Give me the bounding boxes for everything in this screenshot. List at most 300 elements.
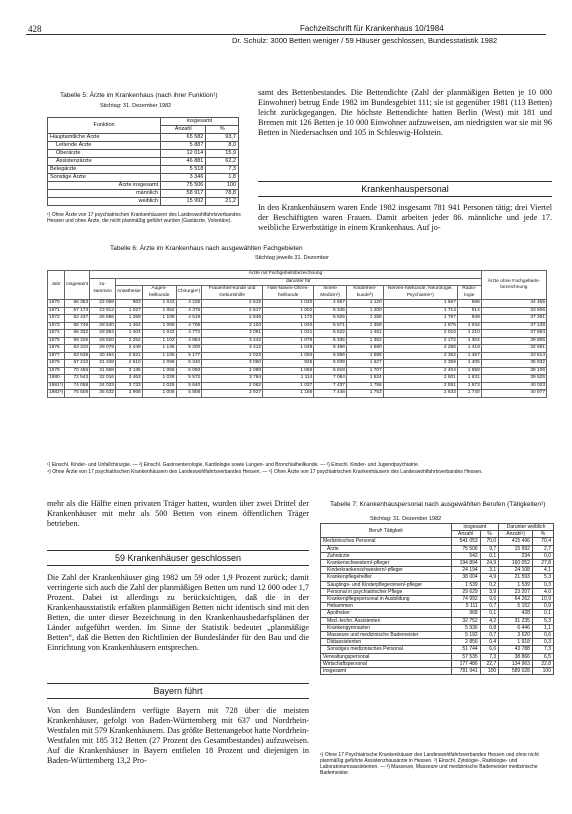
table6-value: 2 610 — [115, 360, 142, 368]
table6-value: 1 102 — [142, 337, 176, 345]
table6-head-col: Frauenheil-kunde und Geburtshilfe — [202, 286, 263, 300]
table7-row-value: 15 992 — [499, 545, 533, 552]
table6-head-col: Innere Medizin²) — [314, 286, 347, 300]
table6-value: 26 596 — [90, 315, 116, 323]
table6-value: 7 448 — [314, 390, 347, 398]
table-row — [321, 624, 554, 631]
table6-value: 2 449 — [115, 345, 142, 353]
table5-row-count: 5 518 — [161, 166, 206, 174]
table6-value: 28 884 — [90, 330, 116, 338]
table7-row-label: Verwaltungspersonal — [321, 653, 452, 660]
table6-value: 963 — [115, 300, 142, 308]
table6-year: 1974 — [48, 330, 65, 338]
table5-row-pct: 1,8 — [206, 174, 239, 182]
table-row — [48, 322, 547, 330]
section-title-closed: 59 Krankenhäuser geschlossen — [47, 550, 309, 566]
table6-value: 4 772 — [176, 330, 202, 338]
table7-row-label: Medizinisches Personal — [321, 538, 452, 545]
table7-row-value: 5 192 — [451, 632, 480, 639]
table6-value: 34 465 — [481, 300, 546, 308]
table6-value: 69 326 — [65, 337, 90, 345]
table6-value: 1 025 — [142, 382, 176, 390]
table6-value: 63 538 — [65, 352, 90, 360]
table7-row-value: 22,7 — [480, 660, 499, 667]
closed-paragraph: Die Zahl der Krankenhäuser ging 1982 um 59 oder 1,9 Prozent zurück; damit verringerte sich auch die Zahl der planmäßigen Betten um rund 12 000 oder 1,7 Prozent. Dabei ist allerdings zu berücksichtigen, daß die in der Krankenhausstatistik erfaßten planmäßigen Betten nicht identisch sind mit den Betten, die unter dieser Bezeichnung in den Krankenhausbedarfsplänen der Länder aufgeführt werden. Im Sinne der Statistik bedeutet „planmäßige Betten“, daß die Betten den Richtlinien der Bundesländer für den Bau und die Einrichtung von Krankenhäusern entsprechen. — [47, 573, 309, 652]
table7-row-value: 38 004 — [451, 574, 480, 581]
table7-row-value: 24,9 — [480, 560, 499, 567]
table7-row-value: 134 963 — [499, 660, 533, 667]
table6-value: 1 627 — [346, 360, 383, 368]
table5-row-count: 3 346 — [161, 174, 206, 182]
table7-row-value: 0,9 — [532, 603, 553, 610]
running-subhead: Dr. Schulz: 3000 Betten weniger / 59 Häuser geschlossen, Bundesstatistik 1982 — [232, 36, 498, 45]
table-row — [321, 588, 554, 595]
table5-row-label: weiblich — [48, 198, 161, 206]
table7-row-value: 32 752 — [451, 617, 480, 624]
table6-value: 2 252 — [115, 337, 142, 345]
table7-row-value: 5 152 — [499, 603, 533, 610]
table6-value: 2 615 — [202, 300, 263, 308]
table6-value: 1 040 — [263, 300, 314, 308]
table6-value: 62 437 — [65, 315, 90, 323]
table5-row-pct: 78,8 — [206, 190, 239, 198]
table6-value: 32 016 — [90, 375, 116, 383]
table7-row-value: 4,2 — [480, 617, 499, 624]
table6-value: 35 832 — [481, 360, 546, 368]
table-row — [48, 390, 547, 398]
table6-value: 949 — [457, 315, 481, 323]
table7-head-women: Darunter weiblich — [499, 524, 554, 531]
table7-row-label: Krankenschwestern/-pfleger — [321, 560, 452, 567]
table6-value: 1 714 — [383, 307, 457, 315]
table5-title: Tabelle 5: Ärzte im Krankenhaus (nach ihrer Funktion¹) — [60, 92, 218, 99]
table6-value: 1 673 — [457, 382, 481, 390]
table6-value: 1 580 — [346, 345, 383, 353]
table6-year: 1973 — [48, 322, 65, 330]
table6-value: 914 — [457, 307, 481, 315]
table6-value: 3 412 — [202, 345, 263, 353]
table7-row-value: 0,4 — [480, 639, 499, 646]
table-row — [48, 190, 239, 198]
table6-value: 1 304 — [457, 337, 481, 345]
table-row — [321, 660, 554, 667]
table7-head-label: Beruf¹ Tätigkeit — [321, 524, 452, 538]
table5-footnote: ¹) Ohne Ärzte von 17 psychiatrischen Krankenhäusern des Landeswohlfahrtsverbandes Hessen und ohne Ärzte, die nicht planmäßig geführt wurden (Gastärzte, Volontäre). — [47, 212, 241, 224]
page-number: 428 — [28, 24, 42, 34]
table-row — [321, 632, 554, 639]
table6-value: 1 006 — [142, 390, 176, 398]
table7-head-col_pct: % — [480, 531, 499, 538]
table6-value: 33 614 — [481, 352, 546, 360]
table7-row-label: Krankenpflegepersonal in Ausbildung — [321, 596, 452, 603]
table6-year: 1982⁵) — [49, 390, 64, 395]
table6-head-sum: zu-sammen — [90, 278, 116, 300]
table6 — [47, 270, 547, 398]
table7-row-label: Säuglings- und Kinderpflegerinnen/-pfleger — [321, 581, 452, 588]
table6-value: 70 456 — [65, 367, 90, 375]
table6-value: 1 596 — [346, 352, 383, 360]
table7-row-value: 0,6 — [532, 632, 553, 639]
table7-row-value: 38 866 — [499, 653, 533, 660]
table-row — [321, 560, 554, 567]
table5-head-count: Anzahl — [161, 126, 206, 134]
table6-year: 1971 — [48, 307, 65, 315]
table6-head-col: Nerven-heilkunde, Neurologie, Psychiatrie⁴) — [383, 286, 457, 300]
table6-value: 3 968 — [115, 390, 142, 398]
table7-row-label: Med.-techn. Assistenten — [321, 617, 452, 624]
table6-value: 7 064 — [314, 375, 347, 383]
table6-value: 1 419 — [457, 345, 481, 353]
table6-value: 1 404 — [115, 330, 142, 338]
table6-value: 2 646 — [202, 315, 263, 323]
table-row — [321, 639, 554, 646]
table6-value: 4 519 — [176, 315, 202, 323]
table6-value: 40 023 — [481, 382, 546, 390]
table7-row-value: 100 — [480, 668, 499, 675]
table-row — [321, 596, 554, 603]
table7-row-value: 4,1 — [532, 567, 553, 574]
table7-row-value: 5 111 — [451, 603, 480, 610]
table6-head-col: Anästhesie — [115, 286, 142, 300]
table-row — [48, 337, 547, 345]
table6-value: 1 667 — [383, 300, 457, 308]
table7-row-value: 428 — [499, 610, 533, 617]
table7-row-value: 0,3 — [532, 639, 553, 646]
table7-row-value: 3,9 — [480, 588, 499, 595]
table6-value: 1 362 — [346, 337, 383, 345]
section-title-bayern: Bayern führt — [47, 683, 309, 699]
table7-row-value: 43 788 — [499, 646, 533, 653]
table6-value: 5 671 — [314, 322, 347, 330]
table7-row-value: 6 446 — [499, 624, 533, 631]
table7-row-value: 781 941 — [451, 668, 480, 675]
table6-value: 1 753 — [346, 390, 383, 398]
table5-row-count: 12 014 — [161, 150, 206, 158]
table6-value: 2 172 — [383, 337, 457, 345]
table6-value: 1 558 — [457, 367, 481, 375]
table5-row-label: Belegärzte — [48, 166, 161, 174]
table6-value: 1 066 — [263, 367, 314, 375]
table6-value: 2 016 — [383, 330, 457, 338]
table6-value: 7 437 — [314, 382, 347, 390]
table6-value: 1 096 — [142, 360, 176, 368]
table6-value: 37 138 — [481, 322, 546, 330]
table6-value: 33 506 — [481, 307, 546, 315]
table6-value: 2 088 — [202, 367, 263, 375]
table6-value: 2 551 — [383, 382, 457, 390]
table6-value: 5 640 — [176, 382, 202, 390]
table7-row-value: 160 052 — [499, 560, 533, 567]
table6-year: 1978 — [48, 360, 65, 368]
bottom-intro-paragraph: mehr als die Hälfte einen privaten Träger hatten, wurden über zwei Drittel der Krankenhäuser mit mehr als 500 Betten von einem öffentlichen Träger betrieben. — [47, 499, 309, 528]
table5-row-label: Ärzte insgesamt — [48, 182, 161, 190]
table6-value: 1 740 — [457, 390, 481, 398]
table7-row-value: 5,3 — [532, 574, 553, 581]
table7-row-value: 29 629 — [451, 588, 480, 595]
table6-head-col: Augen-heilkunde — [142, 286, 176, 300]
table6-value: 39 805 — [481, 337, 546, 345]
table5-row-count: 15 992 — [161, 198, 206, 206]
table7-head-col_pct2: % — [532, 531, 553, 538]
table6-value: 1 200 — [346, 307, 383, 315]
table6-value: 75 508 — [65, 390, 90, 398]
table5-head-total: insgesamt — [161, 118, 239, 126]
table7-row-value: 51 744 — [451, 646, 480, 653]
table5-row-pct: 100 — [206, 182, 239, 190]
table6-value: 3 784 — [202, 375, 263, 383]
table6-value: 1 405 — [457, 360, 481, 368]
table6-value: 6 496 — [314, 345, 347, 353]
table6-value: 1 028 — [142, 375, 176, 383]
table-row — [321, 574, 554, 581]
table7-row-value: 1,1 — [532, 624, 553, 631]
table7-row-label: Sonstiges medizinisches Personal — [321, 646, 452, 653]
table6-head-noarea: Ärzte ohne Fachgebiets-bezeichnung — [481, 271, 546, 300]
table7-row-value: 100 — [532, 668, 553, 675]
table6-value: 1 451 — [346, 330, 383, 338]
table6-value: 4 864 — [176, 337, 202, 345]
table7-row-label: Zahnärzte — [321, 552, 452, 559]
table-row — [48, 345, 547, 353]
table7-row-value: 7,3 — [532, 646, 553, 653]
table-row — [48, 360, 547, 368]
table7-row-value: 0,8 — [480, 624, 499, 631]
table6-year: 1981⁵) — [49, 382, 64, 388]
table6-head-year: Jahr — [48, 271, 65, 300]
table7-row-value: 70,4 — [532, 538, 553, 545]
table-row — [48, 150, 239, 158]
table5-row-label: männlich — [48, 190, 161, 198]
table6-value: 1 145 — [142, 345, 176, 353]
table7-row-value: 0,7 — [480, 632, 499, 639]
table6-value: 3 442 — [202, 337, 263, 345]
table5-row-pct: 7,3 — [206, 166, 239, 174]
table7-row-value: 9,6 — [480, 596, 499, 603]
table-row — [321, 538, 554, 545]
table6-value: 2 633 — [383, 390, 457, 398]
table6-head-col: Kinderheil-kunde³) — [346, 286, 383, 300]
table6-value: 6 818 — [314, 367, 347, 375]
table6-value: 1 467 — [457, 352, 481, 360]
table7-row-label: Krankenpflegehelfer — [321, 574, 452, 581]
table6-footnote-1: ¹) Einschl. Kinder- und Unfallchirurgie. — ²) Einschl. Gastroenterologie, Kardiologie sowie Lungen- und Bronchialheilkunde. — ³) Einschl. Kinder- und Jugendpsychiatrie. — [47, 462, 420, 468]
table6-value: 5 825 — [314, 315, 347, 323]
table6-value: 5 522 — [314, 330, 347, 338]
table6-value: 74 058 — [65, 382, 90, 390]
table7-row-value: 0,2 — [480, 581, 499, 588]
table-row — [321, 581, 554, 588]
table6-value: 29 079 — [90, 345, 116, 353]
table7-head-col_count2: Anzahl¹) — [499, 531, 533, 538]
table6-value: 1 156 — [263, 390, 314, 398]
table7-row-value: 1 539 — [499, 581, 533, 588]
table-row — [321, 653, 554, 660]
table6-value: 1 052 — [142, 307, 176, 315]
table6-value: 63 310 — [65, 345, 90, 353]
table-row — [48, 182, 239, 190]
table6-value: 65 749 — [65, 322, 90, 330]
table7-row-value: 2,7 — [532, 545, 553, 552]
table7-row-value: 1 918 — [499, 639, 533, 646]
intro-paragraph: samt des Bettenbestandes. Die Bettendichte (Zahl der planmäßigen Betten je 10 000 Einwohner) betrug Ende 1982 im Bundesgebiet 111; sie ist gegenüber 1981 (113 Betten) leicht zurückgegangen. Die höchste Bettendichte hatten Berlin (West) mit 181 und Bremen mit 126 Betten je 10 000 Einwohner aufzuweisen, am niedrigsten war sie mit 96 Betten in Niedersachsen und 105 in Schleswig-Holstein. — [258, 88, 552, 137]
table6-value: 1 756 — [346, 382, 383, 390]
table6-value: 31 348 — [90, 360, 116, 368]
table-row — [48, 300, 547, 308]
table7-row-value: 234 — [499, 552, 533, 559]
table6-head-group: Ärzte mit Fachgebietsbezeichnung — [90, 271, 482, 279]
table6-value: 4 226 — [176, 300, 202, 308]
personal-paragraph: In den Krankenhäusern waren Ende 1982 insgesamt 781 941 Personen tätig; drei Viertel der Beschäftigten waren Frauen. Damit arbeiten jeder 86. männliche und jede 17. weibliche Erwerbstätige in einem Krankenhaus. Auf jo- — [258, 203, 552, 232]
table7-row-value: 6,5 — [532, 653, 553, 660]
table6-value: 1 707 — [346, 367, 383, 375]
table5-row-label: Assistenzärzte — [48, 158, 161, 166]
table7-row-label: Personal in psychiatrischer Pflege — [321, 588, 452, 595]
table7-row-value: 64 262 — [499, 596, 533, 603]
table6-value: 67 210 — [65, 360, 90, 368]
table6-value: 1 172 — [263, 315, 314, 323]
table7-title: Tabelle 7: Krankenhauspersonal nach ausgewählten Berufen (Tätigkeiten¹) — [330, 501, 546, 508]
table6-value: 2 359 — [383, 360, 457, 368]
table6-value: 4 376 — [176, 307, 202, 315]
table-row — [48, 166, 239, 174]
table5-row-label: Leitende Ärzte — [48, 142, 161, 150]
table7-row-value: 0,1 — [480, 552, 499, 559]
table6-value: 1 040 — [263, 322, 314, 330]
table6-value: 28 540 — [90, 322, 116, 330]
table5-row-pct: 8,0 — [206, 142, 239, 150]
table6-value: 926 — [263, 360, 314, 368]
table6-value: 3 927 — [202, 390, 263, 398]
table6-value: 2 521 — [115, 352, 142, 360]
table7-row-value: 6,6 — [480, 646, 499, 653]
table-row — [48, 142, 239, 150]
table7-row-label: Ärzte — [321, 545, 452, 552]
table6-value: 3 103 — [202, 322, 263, 330]
table6-value: 32 691 — [481, 345, 546, 353]
table7-row-value: 4,9 — [480, 574, 499, 581]
table6-value: 1 624 — [346, 375, 383, 383]
table6-value: 1 037 — [263, 382, 314, 390]
table5-row-count: 75 506 — [161, 182, 206, 190]
table7-row-value: 0,7 — [480, 603, 499, 610]
table7-row-value: 74 992 — [451, 596, 480, 603]
table7-row-value: 27,8 — [532, 560, 553, 567]
table6-value: 1 105 — [142, 352, 176, 360]
table7-row-value: 968 — [451, 610, 480, 617]
table-row — [48, 198, 239, 206]
table5 — [47, 117, 239, 206]
table7-row-value: 3 620 — [499, 632, 533, 639]
table6-value: 22 068 — [90, 300, 116, 308]
table6-value: 1 027 — [115, 307, 142, 315]
table6-year: 1975 — [48, 337, 65, 345]
table6-value: 5 050 — [176, 367, 202, 375]
table-row — [321, 617, 554, 624]
table7-head-total: insgesamt — [451, 524, 498, 531]
table6-value: 5 177 — [176, 352, 202, 360]
table7-row-value: 9,7 — [480, 545, 499, 552]
table6-value: 2 404 — [383, 367, 457, 375]
table5-row-label: Hauptamtliche Ärzte — [48, 134, 161, 142]
table5-head-pct: % — [206, 126, 239, 134]
table7-row-value: 5 936 — [451, 624, 480, 631]
table6-value: 3 091 — [202, 330, 263, 338]
table7-row-value: 177 486 — [451, 660, 480, 667]
table6-value: 1 631 — [457, 375, 481, 383]
table7-row-label: Krankengymnasten — [321, 624, 452, 631]
table6-value: 1 210 — [457, 330, 481, 338]
table6-value: 38 106 — [481, 367, 546, 375]
table6-value: 5 200 — [176, 345, 202, 353]
table6-year: 1979 — [48, 367, 65, 375]
table-row — [321, 668, 554, 675]
table7-row-value: 415 496 — [499, 538, 533, 545]
table7-row-value: 541 053 — [451, 538, 480, 545]
section-title-personal: Krankenhauspersonal — [258, 181, 552, 197]
table6-value: 1 256 — [346, 315, 383, 323]
table7-row-value: 10,9 — [532, 596, 553, 603]
table6-value: 1 042 — [457, 322, 481, 330]
table6-year: 1976 — [48, 345, 65, 353]
table6-value: 5 345 — [314, 307, 347, 315]
table6-value: 4 706 — [176, 322, 202, 330]
table7-row-value: 2 856 — [451, 639, 480, 646]
table7-row-value: 0,1 — [480, 610, 499, 617]
table6-value: 39 525 — [481, 375, 546, 383]
table5-row-label: Sonstige Ärzte — [48, 174, 161, 182]
table5-head-function: Funktion — [48, 118, 161, 134]
table6-value: 6 856 — [314, 352, 347, 360]
table7-row-value: 31 235 — [499, 617, 533, 624]
table-row — [48, 375, 547, 383]
table6-value: 2 256 — [383, 345, 457, 353]
table6-value: 56 353 — [65, 300, 90, 308]
table7-row-value: 24 108 — [499, 567, 533, 574]
table6-value: 1 079 — [263, 337, 314, 345]
table7-row-label: Wirtschaftspersonal — [321, 660, 452, 667]
table5-row-pct: 93,7 — [206, 134, 239, 142]
table6-value: 1 359 — [346, 322, 383, 330]
table7-row-value: 0,3 — [532, 581, 553, 588]
table-row — [321, 545, 554, 552]
table6-value: 1 875 — [383, 322, 457, 330]
table-row — [321, 552, 554, 559]
table7-row-value: 24 194 — [451, 567, 480, 574]
table5-row-count: 58 917 — [161, 190, 206, 198]
table5-row-label: Oberärzte — [48, 150, 161, 158]
table6-value: 2 023 — [202, 352, 263, 360]
table6-value: 5 340 — [176, 360, 202, 368]
table6-value: 35 532 — [90, 390, 116, 398]
table7-row-value: 75 506 — [451, 545, 480, 552]
table5-row-count: 65 582 — [161, 134, 206, 142]
table6-value: 6 335 — [314, 337, 347, 345]
table6-year: 1977 — [48, 352, 65, 360]
table6-value: 2 617 — [202, 307, 263, 315]
table6-title: Tabelle 6: Ärzte im Krankenhaus nach ausgewählten Fachgebieten — [110, 245, 303, 252]
table6-value: 31 668 — [90, 367, 116, 375]
table7-row-label: Hebammen — [321, 603, 452, 610]
table7-row-value: 22,8 — [532, 660, 553, 667]
table7-row-value: 4,0 — [532, 588, 553, 595]
table7-row-value: 23 207 — [499, 588, 533, 595]
table6-value: 37 261 — [481, 315, 546, 323]
table6-value: 888 — [457, 300, 481, 308]
table6-value: 28 820 — [90, 337, 116, 345]
table6-value: 57 173 — [65, 307, 90, 315]
table6-head-sub: darunter für — [115, 278, 481, 286]
table6-year: 1970 — [48, 300, 65, 308]
